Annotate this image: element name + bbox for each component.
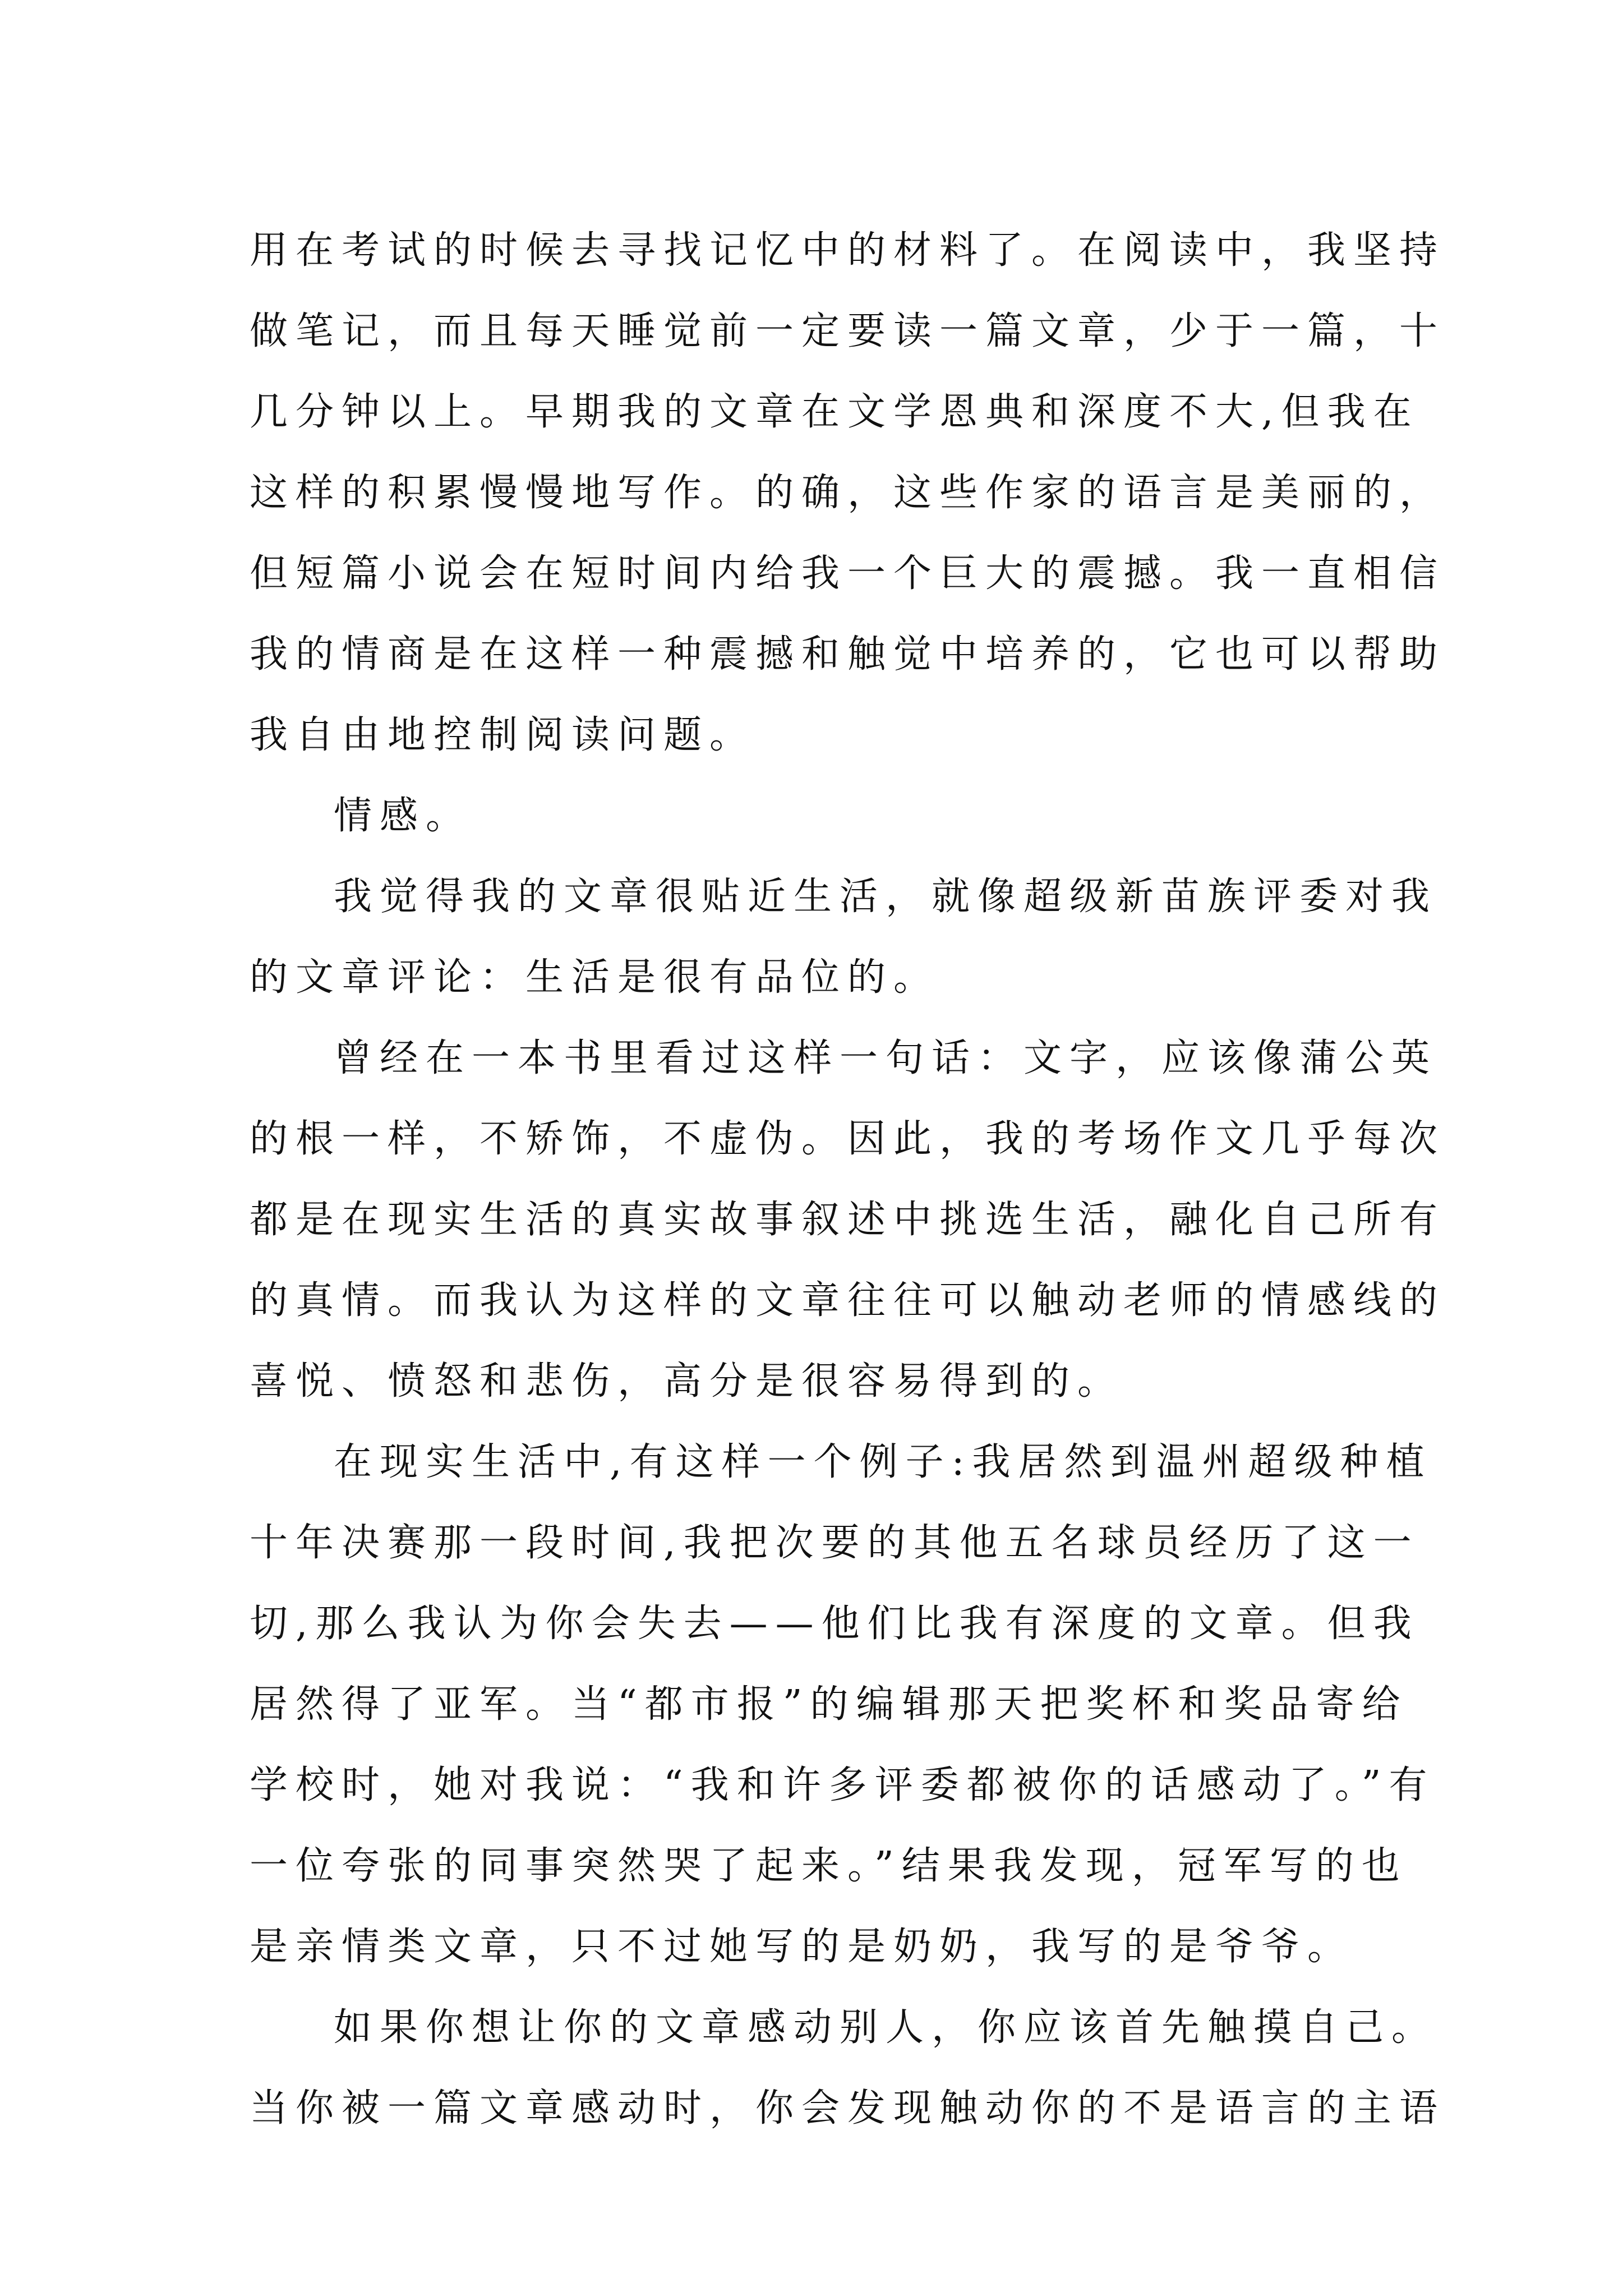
- text-line: 都是在现实生活的真实故事叙述中挑选生活，融化自己所有: [250, 1198, 1446, 1242]
- text-line: 但短篇小说会在短时间内给我一个巨大的震撼。我一直相信: [250, 551, 1446, 596]
- text-line: 十年决赛那一段时间,我把次要的其他五名球员经历了这一: [250, 1521, 1419, 1565]
- text-line: 我自由地控制阅读问题。: [250, 713, 756, 757]
- paragraph-heading: 情感。: [334, 794, 472, 838]
- text-line: 如果你想让你的文章感动别人，你应该首先触摸自己。: [334, 2005, 1438, 2050]
- text-line: 做笔记，而且每天睡觉前一定要读一篇文章，少于一篇，十: [250, 309, 1446, 353]
- text-line: 喜悦、愤怒和悲伤，高分是很容易得到的。: [250, 1359, 1124, 1404]
- text-line: 几分钟以上。早期我的文章在文学恩典和深度不大,但我在: [250, 390, 1419, 434]
- text-line: 的真情。而我认为这样的文章往往可以触动老师的情感线的: [250, 1278, 1446, 1323]
- text-line: 是亲情类文章，只不过她写的是奶奶，我写的是爷爷。: [250, 1925, 1354, 1969]
- text-line: 我的情商是在这样一种震撼和触觉中培养的，它也可以帮助: [250, 632, 1446, 677]
- text-line: 用在考试的时候去寻找记忆中的材料了。在阅读中，我坚持: [250, 228, 1446, 273]
- text-line: 这样的积累慢慢地写作。的确，这些作家的语言是美丽的，: [250, 471, 1446, 515]
- text-line: 当你被一篇文章感动时，你会发现触动你的不是语言的主语: [250, 2086, 1446, 2131]
- text-line: 切,那么我认为你会失去——他们比我有深度的文章。但我: [250, 1602, 1419, 1646]
- text-line: 曾经在一本书里看过这样一句话：文字，应该像蒲公英: [334, 1036, 1438, 1080]
- text-line: 的文章评论：生活是很有品位的。: [250, 955, 940, 1000]
- text-line: 一位夸张的同事突然哭了起来。”结果我发现，冠军写的也: [250, 1844, 1408, 1888]
- text-line: 居然得了亚军。当“都市报”的编辑那天把奖杯和奖品寄给: [250, 1682, 1408, 1727]
- text-line: 学校时，她对我说：“我和许多评委都被你的话感动了。”有: [250, 1763, 1435, 1807]
- text-line: 我觉得我的文章很贴近生活，就像超级新苗族评委对我: [334, 875, 1438, 919]
- document-body: [250, 210, 1446, 2149]
- text-line: 的根一样，不矫饰，不虚伪。因此，我的考场作文几乎每次: [250, 1117, 1446, 1161]
- text-line: 在现实生活中,有这样一个例子:我居然到温州超级种植: [334, 1440, 1432, 1484]
